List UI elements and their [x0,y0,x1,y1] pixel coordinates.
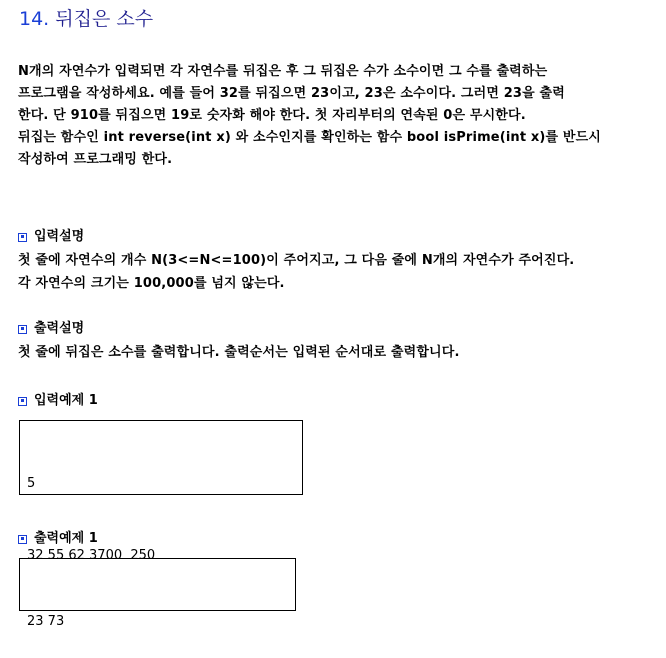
square-bullet-icon [18,325,27,334]
output-description-heading [18,319,84,339]
description-line: N개의 자연수가 입력되면 각 자연수를 뒤집은 후 그 뒤집은 수가 소수이면 그 수를 출력하는 [18,64,548,79]
output-description-body [18,341,663,364]
square-bullet-icon [18,397,27,406]
description-line: 한다. 단 910를 뒤집으면 19로 숫자화 해야 한다. 첫 자리부터의 연속된 0은 무시한다. [18,108,526,123]
input-example-line: 32 55 62 3700 250 [27,548,156,563]
square-bullet-icon [18,535,27,544]
input-description-line: 첫 줄에 자연수의 개수 N(3<=N<=100)이 주어지고, 그 다음 줄에 N개의 자연수가 주어진다. [18,253,575,268]
output-example-heading [18,529,98,549]
input-example-line: 5 [27,476,36,491]
page-title [19,6,153,32]
input-description-line: 각 자연수의 크기는 100,000를 넘지 않는다. [18,276,285,291]
problem-number: 14. [19,8,50,30]
input-example-heading [18,391,98,411]
output-example-box [19,558,296,629]
output-example-heading-label: 출력예제 1 [34,531,98,546]
input-description-body [18,249,663,295]
problem-description [18,61,658,171]
output-description-line: 첫 줄에 뒤집은 소수를 출력합니다. 출력순서는 입력된 순서대로 출력합니다. [18,345,460,360]
square-bullet-icon [18,233,27,242]
description-line: 뒤집는 함수인 int reverse(int x) 와 소수인지를 확인하는 함수 bool isPrime(int x)를 반드시 [18,130,602,145]
input-description-heading-label: 입력설명 [34,229,85,244]
output-example-line: 23 73 [27,614,65,629]
input-example-heading-label: 입력예제 1 [34,393,98,408]
input-description-heading [18,227,84,247]
problem-title: 뒤집은 소수 [55,8,154,30]
output-description-heading-label: 출력설명 [34,321,85,336]
description-line: 프로그램을 작성하세요. 예를 들어 32를 뒤집으면 23이고, 23은 소수이다. 그러면 23을 출력 [18,86,565,101]
description-line: 작성하여 프로그래밍 한다. [18,152,173,167]
